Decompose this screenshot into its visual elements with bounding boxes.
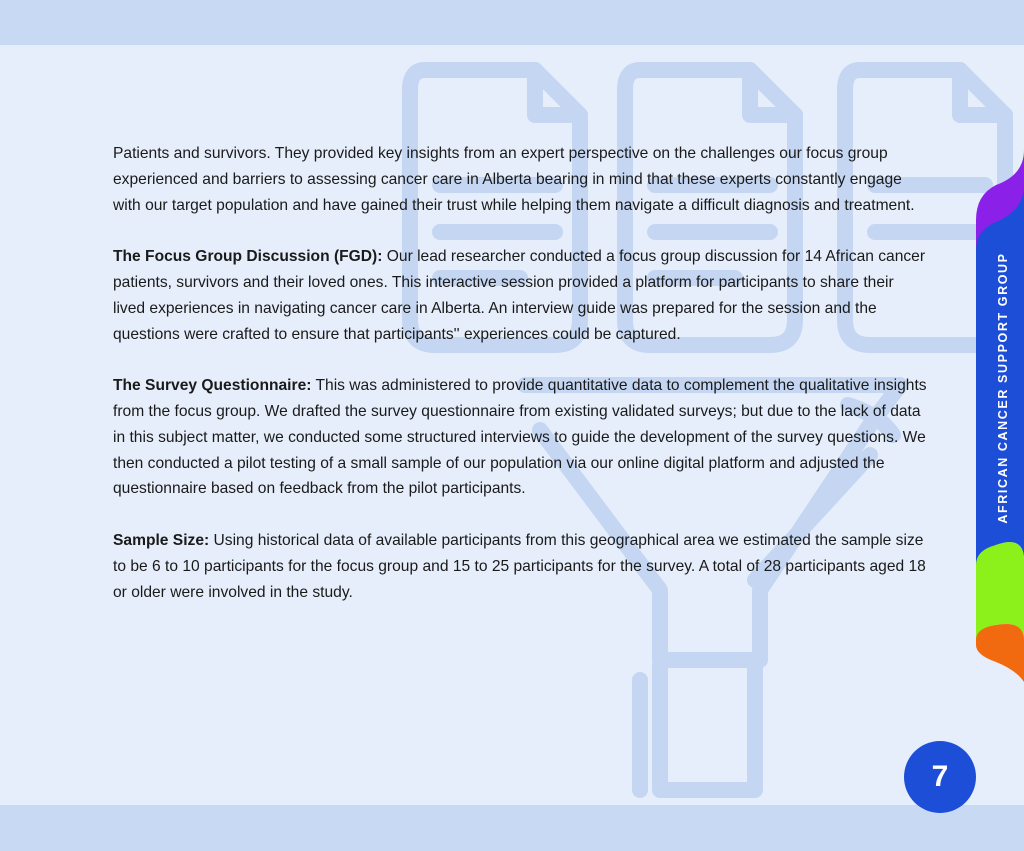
bottom-band	[0, 805, 1024, 851]
side-tab-orange	[976, 624, 1024, 682]
paragraph-text: Using historical data of available participants from this geographical area we estimated the sample size to be 6 to 10 participants for the focus group and 15 to 25 participants for the survey. A total of 28 participants aged 18 or older were involved in the study.	[113, 531, 926, 601]
side-tab-label: AFRICAN CANCER SUPPORT GROUP	[996, 252, 1010, 524]
paragraph-heading: The Survey Questionnaire:	[113, 377, 312, 395]
paragraph-text: Our lead researcher conducted a focus group discussion for 14 African cancer patients, survivors and their loved ones. This interactive session provided a platform for participants to share their lived experiences in navigating cancer care in Alberta. An interview guide was prepared for the session and the questions were crafted to ensure that participants'' experiences could be captured.	[113, 248, 926, 343]
paragraph-text: Patients and survivors. They provided key insights from an expert perspective on the challenges our focus group experienced and barriers to assessing cancer care in Alberta bearing in mind that these experts constantly engage with our target population and have gained their trust while helping them navigate a difficult diagnosis and treatment.	[113, 145, 915, 214]
paragraph-focus-group	[113, 244, 928, 347]
page-number-badge	[904, 741, 976, 813]
paragraph-text: This was administered to provide quantitative data to complement the qualitative insights from the focus group. We drafted the survey questionnaire from existing validated surveys; but due to the lack of data in this subject matter, we conducted some structured interviews to guide the development of the survey questions. We then conducted a pilot testing of a small sample of our population via our online digital platform and adjusted the questionnaire based on feedback from the pilot participants.	[113, 377, 927, 498]
top-band	[0, 0, 1024, 45]
page-number: 7	[931, 760, 949, 793]
paragraph-sample-size	[113, 528, 928, 605]
paragraph-heading: Sample Size:	[113, 531, 210, 549]
body-text	[113, 141, 928, 631]
paragraph-survey	[113, 373, 928, 502]
paragraph-heading: The Focus Group Discussion (FGD):	[113, 248, 383, 266]
paragraph-intro	[113, 141, 928, 218]
